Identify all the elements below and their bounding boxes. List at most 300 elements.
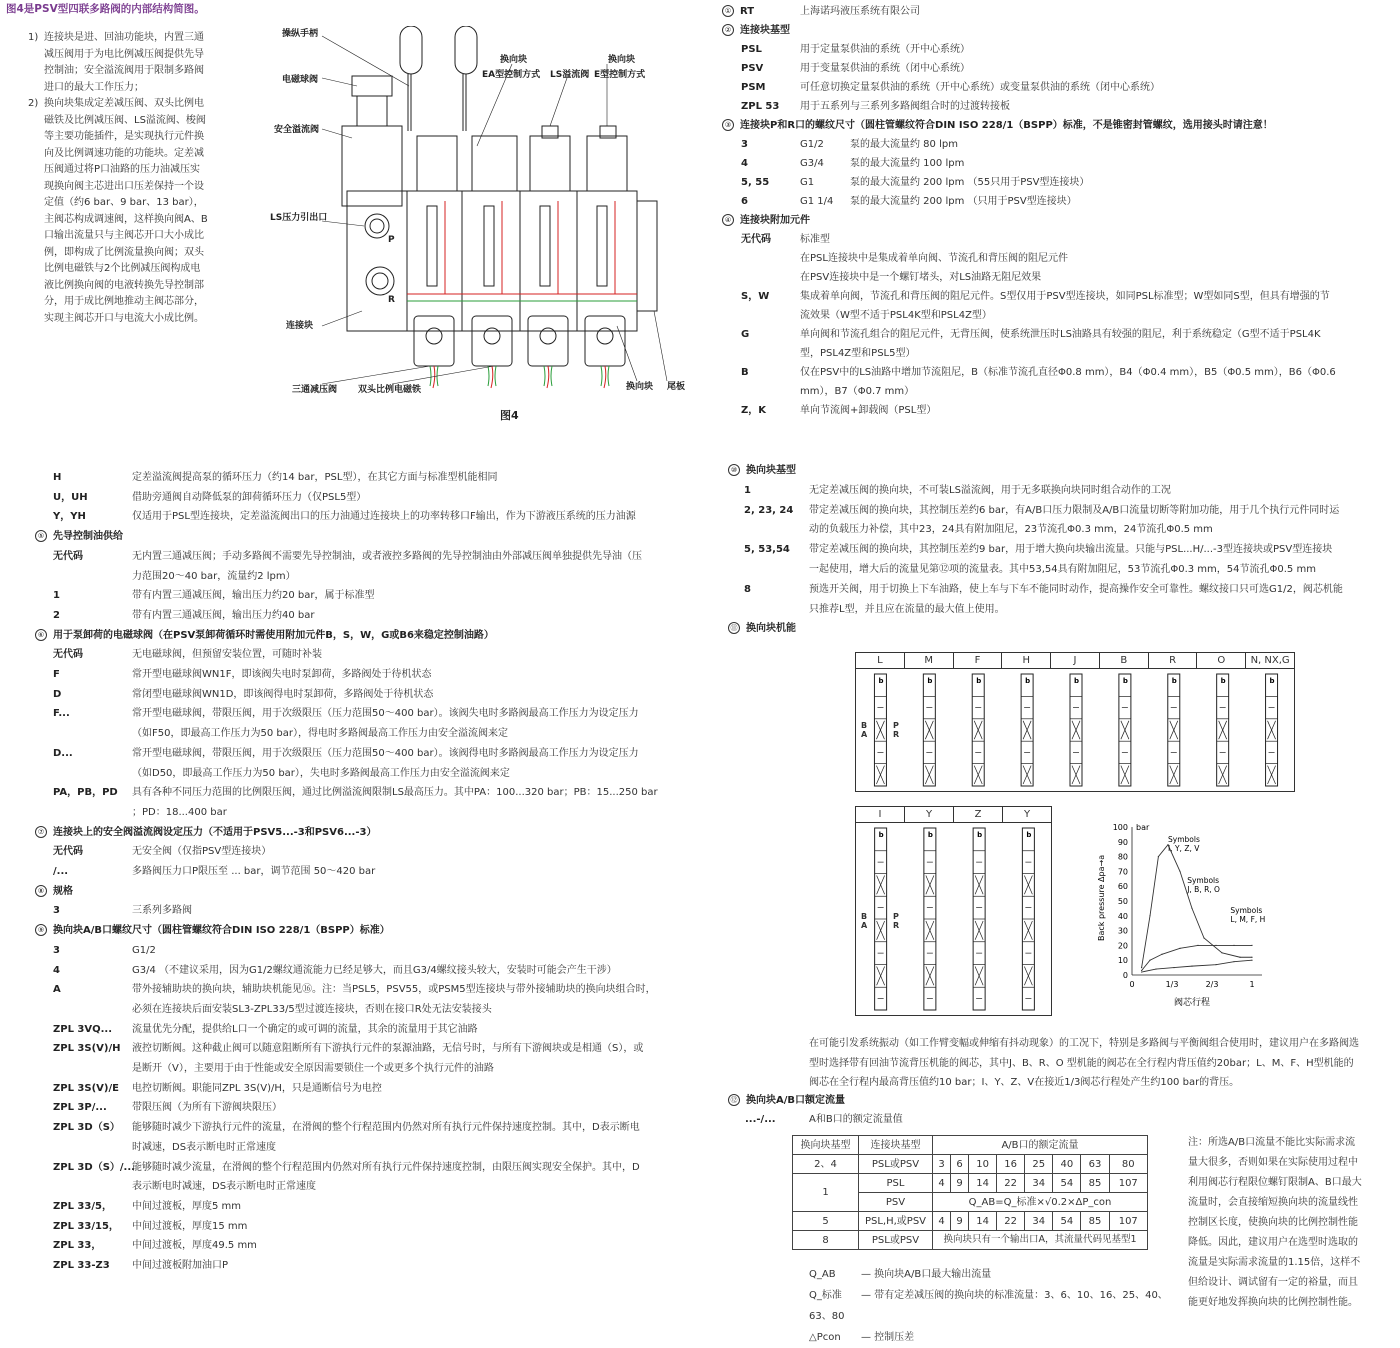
option-code: 2 [53, 609, 60, 621]
section-number: ⑪ [728, 622, 740, 634]
option-code: D... [53, 747, 73, 759]
desc-b: 仅在PSV中的LS油路中增加节流阻尼，B（标准节流孔直径Φ0.8 mm），B4（Φ0.4 mm），B5（Φ0.5 mm），B6（Φ0.6 [800, 367, 1336, 378]
option-code: U，UH [53, 491, 88, 503]
desc-psm: 可任意切换定量泵供油的系统（开中心系统）或变量泵供油的系统（闭中心系统） [800, 82, 1160, 93]
sym2-port-ba: B A [861, 912, 868, 930]
option-code: ZPL 3S(V)/E [53, 1082, 119, 1094]
symbol-column-header: B [1100, 653, 1149, 668]
option-code: ZPL 3P/... [53, 1102, 107, 1114]
section-number: ⑧ [35, 885, 47, 897]
valve-symbol [875, 828, 887, 1010]
symbol-column-header: N, NX,G [1250, 655, 1290, 666]
section-title: 规格 [53, 885, 73, 897]
label-direction-block-3: 换向块 [626, 382, 654, 392]
symbol-column-header: Y [905, 807, 954, 822]
section-number: ⑦ [35, 826, 47, 838]
y-tick-label: 100 [1112, 823, 1128, 832]
cell: 25 [1025, 1155, 1053, 1174]
code-psl: PSL [741, 44, 762, 55]
option-code: ZPL 33/15， [53, 1220, 119, 1232]
valve-symbol [972, 674, 984, 786]
table-row [793, 1212, 1148, 1231]
label-port-p: P [388, 235, 395, 245]
svg-text:b: b [1026, 831, 1032, 839]
cell: 107 [1109, 1174, 1148, 1193]
valve-symbol [973, 828, 985, 1010]
option-description: 带外接辅助块的换向块，辅助块机能见⑯。注：当PSL5，PSV55，或PSM5型连接块与带外接辅助块的换向块组合时， [132, 984, 656, 996]
section-heading [728, 463, 796, 478]
col-direction-base: 换向块基型 [793, 1136, 859, 1155]
svg-text:b: b [1269, 677, 1275, 685]
option-code: 1 [744, 484, 751, 496]
svg-text:b: b [878, 831, 884, 839]
symbol-column-header: J [1051, 653, 1100, 668]
data-point [1173, 967, 1174, 968]
x-tick-label: 2/3 [1205, 980, 1219, 989]
flow-6: 泵的最大流量约 200 lpm （只用于PSV型连接块） [850, 196, 1077, 207]
section-number: ⑨ [35, 924, 47, 936]
valve-drawing [262, 26, 682, 428]
svg-text:b: b [1171, 677, 1177, 685]
option-description: 中间过渡板，厚度5 mm [132, 1200, 242, 1212]
cell: 40 [1053, 1155, 1081, 1174]
option-description: 多路阀压力口P限压至 ... bar，调节范围 50～420 bar [132, 866, 376, 877]
option-description: 表示断电时减速，DS表示断电时正常速度 [132, 1181, 317, 1193]
option-description: 一起使用，增大后的流量见第⑫项的流量表。其中53,54具有附加阻尼，53节流孔Φ0.3 mm，54节流孔Φ0.5 mm [809, 564, 1316, 575]
option-code: 无代码 [53, 550, 83, 562]
valve-symbol [1266, 674, 1278, 786]
option-description: 带有内置三通减压阀，输出压力约20 bar，属于标准型 [132, 590, 375, 602]
data-point [1251, 945, 1252, 946]
cell: 22 [997, 1212, 1025, 1231]
heading-12: ⑫ 换向块A/B口额定流量 [728, 1093, 845, 1108]
data-point [1221, 952, 1222, 953]
option-description: G1/2 [132, 944, 156, 956]
option-description: 常开型电磁球阀WN1F，即该阀失电时泵卸荷，多路阀处于待机状态 [132, 669, 432, 680]
cell: 6 [951, 1155, 969, 1174]
desc-zk: 单向节流阀+卸载阀（PSL型） [800, 405, 937, 416]
flow-legend [809, 1264, 1189, 1348]
data-point [1149, 915, 1150, 916]
x-axis-label: 阀芯行程 [1173, 998, 1211, 1008]
option-description: 只推荐L型，并且应在流量的最大值上使用。 [809, 603, 1005, 615]
symbols-header-top [856, 653, 1294, 669]
option-description: 无安全阀（仅指PSV型连接块） [132, 846, 272, 858]
formula-cell: Q_AB=Q_标准×√0.2×ΔP_con [933, 1193, 1148, 1212]
y-tick-label: 0 [1122, 971, 1128, 980]
cell: PSL,H,或PSV [859, 1212, 933, 1231]
section-title: 换向块机能 [746, 623, 796, 635]
valve-figure [262, 26, 686, 428]
symbol-column-header: Y [1023, 809, 1031, 820]
cell: PSL或PSV [859, 1155, 933, 1174]
y-tick-label: 90 [1117, 837, 1128, 847]
section-direction-block [728, 463, 1388, 643]
valve-symbol [874, 674, 886, 786]
option-description: 动的负载压力补偿，其中23，24具有附加阻尼，23节流孔Φ0.3 mm，24节流孔Φ0.5 mm [809, 524, 1213, 536]
option-description: 常开型电磁球阀，带限压阀，用于次级限压（压力范围50～400 bar）。该阀失电时多路阀最高工作压力为设定压力 [132, 708, 639, 720]
y-tick-label: 80 [1117, 852, 1128, 862]
cell: 1 [793, 1174, 859, 1212]
cell: 10 [969, 1155, 997, 1174]
option-description: 带定差减压阀的换向块，其控制压差约6 bar，有A/B口压力限制及A/B口流量切断等附加功能，用于几个执行元件同时运 [809, 504, 1340, 516]
option-code: /... [53, 866, 69, 877]
svg-text:b: b [1220, 677, 1226, 685]
series-label: Symbols I, Y, Z, V [1168, 834, 1200, 853]
y-tick-label: 20 [1117, 941, 1128, 951]
option-code: ZPL 3D（S）/... [53, 1161, 135, 1173]
data-point [1215, 945, 1216, 946]
option-description: 带定差减压阀的换向块，其控制压差约9 bar，用于增大换向块输出流量。只能与PSL...H/...-3型连接块或PSV型连接块 [809, 544, 1333, 556]
data-point [1149, 960, 1150, 961]
option-description: 能够随时减少下游执行元件的流量，在滑阀的整个行程范围内仍然对所有执行元件保持速度控制。其中，D表示断电 [132, 1122, 640, 1134]
option-code: ZPL 3VQ... [53, 1023, 113, 1035]
desc-psl: 用于定量泵供油的系统（开中心系统） [800, 44, 970, 55]
item-rt: ① RT [722, 4, 754, 19]
option-code: 2, 23, 24 [744, 504, 794, 516]
cell: 63 [1081, 1155, 1109, 1174]
section-title: 换向块A/B口螺纹尺寸（圆柱管螺纹符合DIN ISO 228/1（BSPP）标准） [53, 925, 390, 937]
option-description: G3/4 （不建议采用，因为G1/2螺纹通流能力已经足够大，而且G3/4螺纹接头较大，安装时可能会产生干涉） [132, 964, 617, 976]
thread-6: G1 1/4 [800, 196, 834, 207]
symbols-header-bottom [856, 807, 1051, 823]
desc-g: 单向阀和节流孔组合的阻尼元件，无背压阀，使系统泄压时LS油路具有较强的阻尼，利于系统稳定（G型不适于PSL4K [800, 329, 1321, 340]
code-g: G [741, 329, 750, 340]
code-psm: PSM [741, 82, 766, 93]
intro-item-2: 2) 换向块集成定差减压阀、双头比例电磁铁及比例减压阀、LS溢流阀、梭阀等主要功能插件，是实现执行元件换向及比例调速功能的功能块。定差减压阀通过将P口油路的压力油减压实现换向阀主芯进出口压差保持一个设定值（约6 bar、9 bar、13 bar），主阀芯构成调速阀，这样换向阀A、B口输出流量只与主阀芯开口大小成比例，即构成了比例流量换向阀；双头比例电磁铁与2个比例减压阀构成电液比例换向阀的电液转换先导控制部分，用于成比例地推动主阀芯部分，实现主阀芯开口与电流大小成比例。 [28, 98, 208, 324]
option-code: ZPL 33， [53, 1240, 102, 1252]
code-b: B [741, 367, 749, 378]
option-description: （如D50，即最高工作压力为50 bar），失电时多路阀最高工作压力由安全溢流阀来定 [132, 767, 510, 779]
cell: 34 [1025, 1212, 1053, 1231]
y-tick-label: 60 [1117, 882, 1128, 892]
cell: 54 [1053, 1212, 1081, 1231]
option-code: PA，PB，PD [53, 787, 118, 799]
back-pressure-chart [1090, 815, 1290, 1015]
section-left-options [35, 470, 685, 1330]
heading-2: ② 连接块基型 [722, 23, 790, 38]
data-point [1203, 937, 1204, 938]
label-ea-control: EA型控制方式 [482, 70, 541, 80]
cell: PSL [859, 1174, 933, 1193]
option-description: 能够随时减少流量，在滑阀的整个行程范围内仍然对所有执行元件保持速度控制，由限压阀实现安全保护。其中，D [132, 1161, 640, 1173]
option-description: 预选开关阀，用于切换上下车油路，使上车与下车不能同时动作，提高操作安全可靠性。螺纹接口只可选G1/2，阀芯机能 [809, 583, 1343, 595]
option-code: 无代码 [53, 649, 83, 661]
option-code: 3 [53, 905, 60, 917]
desc-flow: A和B口的额定流量值 [809, 1114, 903, 1125]
x-tick-label: 0 [1129, 980, 1135, 989]
valve-symbol [1022, 828, 1034, 1010]
x-tick-label: 1 [1249, 980, 1255, 989]
label-three-way-valve: 三通减压阀 [292, 385, 338, 395]
data-point [1155, 968, 1156, 969]
desc-zpl53: 用于五系列与三系列多路阀组合时的过渡转接板 [800, 101, 1010, 112]
option-code: H [53, 472, 62, 483]
valve-symbol [1119, 674, 1131, 786]
section-heading [35, 884, 73, 899]
option-description: 无定差减压阀的换向块，不可装LS溢流阀，用于无多联换向块同时组合动作的工况 [809, 484, 1171, 496]
vibration-paragraph: 在可能引发系统振动（如工作臂变幅或伸缩有抖动现象）的工况下，特别是多路阀与平衡阀组合使用时，建议用户在多路阀选型时选择带有回油节流背压机能的阀芯，其中J、B、R、O 型机能的阀芯在全行程内背压值约20bar；L、M、F、H型机能的阀芯在全行程内最高背压值约10 bar；I、Y、Z、V在接近1/3阀芯行程处产生约100 bar的背压。 [809, 1038, 1359, 1088]
series-line [1142, 960, 1252, 972]
cell: PSL或PSV [859, 1231, 933, 1250]
intro-text [30, 30, 210, 327]
cell: 85 [1081, 1212, 1109, 1231]
cell: 3 [933, 1155, 951, 1174]
section-heading [728, 621, 796, 636]
desc-nocode-3: 在PSV连接块中是一个螺钉堵头，对LS油路无阻尼效果 [800, 272, 1042, 283]
option-description: ；PD：18...400 bar [132, 806, 227, 818]
sym-port-ba: B A [861, 721, 868, 739]
data-point [1233, 961, 1234, 962]
data-point [1158, 856, 1159, 857]
svg-text:b: b [927, 677, 933, 685]
heading-3: ③ 连接块P和R口的螺纹尺寸（圆柱管螺纹符合DIN ISO 228/1（BSPP）标准，不是锥密封管螺纹，选用接头时请注意！ [722, 118, 1273, 133]
data-point [1233, 945, 1234, 946]
option-description: 定差溢流阀提高泵的循环压力（约14 bar，PSL型），在其它方面与标准型机能相同 [132, 472, 498, 483]
option-description: 中间过渡板附加油口P [132, 1260, 229, 1271]
x-tick-label: 1/3 [1165, 980, 1179, 989]
code-sw: S，W [741, 291, 770, 302]
code-4: 4 [741, 158, 748, 169]
y-tick-label: 30 [1117, 926, 1128, 936]
heading-4: ④ 连接块附加元件 [722, 213, 810, 228]
symbol-column-header: O [1197, 653, 1246, 668]
data-point [1191, 966, 1192, 967]
symbols-drawing-bottom [856, 824, 1053, 1016]
symbols-drawing-top [856, 670, 1296, 792]
cell: 80 [1109, 1155, 1148, 1174]
cell: 107 [1109, 1212, 1148, 1231]
option-description: 无内置三通减压阀；手动多路阀不需要先导控制油，或者液控多路阀的先导控制油由外部减压阀单独提供先导油（压 [132, 550, 642, 562]
thread-4: G3/4 [800, 158, 824, 169]
option-code: 无代码 [53, 846, 83, 858]
desc-sw: 集成着单向阀，节流孔和背压阀的阻尼元件。S型仅用于PSV型连接块，如同PSL标准型；W型如同S型，但具有增强的节 [800, 291, 1330, 302]
svg-text:b: b [976, 677, 982, 685]
symbol-column-header: R [1149, 653, 1198, 668]
option-description: 带有内置三通减压阀，输出压力约40 bar [132, 609, 315, 621]
section-number: ⑩ [728, 464, 740, 476]
label-ls-port: LS压力引出口 [270, 213, 328, 223]
symbols-table-bottom [855, 806, 1052, 1016]
option-code: 8 [744, 583, 751, 595]
label-direction-block: 换向块 [500, 55, 528, 65]
flow-note: 注：所选A/B口流量不能比实际需求流量大很多，否则如果在实际使用过程中利用阀芯行程限位螺钉限制A、B口最大流量时，会直接缩短换向块的流量线性控制区长度，使换向块的比例控制性能降低。因此，建议用户在选型时选取的流量是实际需求流量的1.15倍，这样不但给设计、调试留有一定的裕量，而且能更好地发挥换向块的比例控制性能。 [1188, 1137, 1362, 1308]
option-description: 具有各种不同压力范围的比例限压阀，通过比例溢流阀限制LS最高压力。其中PA：100...320 bar；PB：15...250 bar [132, 787, 658, 799]
flow-3: 泵的最大流量约 80 lpm [850, 139, 958, 150]
label-ls-relief: LS溢流阀 [550, 70, 590, 80]
label-solenoid: 双头比例电磁铁 [358, 385, 422, 395]
table-row [793, 1155, 1148, 1174]
option-code: F [53, 669, 60, 680]
cell: 14 [969, 1212, 997, 1231]
data-point [1191, 908, 1192, 909]
svg-text:b: b [1025, 677, 1031, 685]
label-ball-valve: 电磁球阀 [282, 75, 319, 85]
data-point [1161, 954, 1162, 955]
section-number: ⑥ [35, 629, 47, 641]
col-rated-flow: A/B口的额定流量 [933, 1136, 1148, 1155]
data-point [1251, 957, 1252, 958]
option-description: 借助旁通阀自动降低泵的卸荷循环压力（仅PSL5型） [132, 491, 367, 503]
section-title: 换向块基型 [746, 465, 796, 476]
code-5-55: 5, 55 [741, 177, 770, 188]
cell: 34 [1025, 1174, 1053, 1193]
option-description: 必须在连接块后面安装SL3-ZPL33/5型过渡连接块，否则在接口R处无法安装接头 [132, 1003, 492, 1015]
flow-5-55: 泵的最大流量约 200 lpm （55只用于PSV型连接块） [850, 177, 1090, 188]
option-description: 力范围20～40 bar，流量约2 lpm） [132, 570, 296, 582]
section-connection-block [722, 4, 1382, 424]
label-connection-block: 连接块 [286, 321, 314, 331]
option-code: ZPL 3D（S） [53, 1122, 120, 1134]
section-title: 用于泵卸荷的电磁球阀（在PSV泵卸荷循环时需使用附加元件B，S，W，G或B6来稳定控制油路） [53, 629, 494, 641]
svg-text:b: b [927, 831, 933, 839]
valve-symbol [923, 674, 935, 786]
code-flow: ...-/... [745, 1114, 776, 1125]
option-code: 3 [53, 944, 60, 956]
flow-4: 泵的最大流量约 100 lpm [850, 158, 965, 169]
section-heading [35, 923, 390, 938]
option-code: ZPL 3S(V)/H [53, 1043, 121, 1055]
section-title: 连接块上的安全阀溢流阀设定压力（不适用于PSV5...-3和PSV6...-3） [53, 826, 377, 838]
symbol-column-header: L [856, 653, 905, 668]
option-code: 4 [53, 964, 60, 976]
option-description: 常闭型电磁球阀WN1D，即该阀得电时泵卸荷，多路阀处于待机状态 [132, 688, 434, 700]
desc-sw-2: 流效果（W型不适于PSL4K型和PSL4Z型） [800, 310, 992, 321]
y-unit: bar [1136, 823, 1150, 832]
svg-text:b: b [1074, 677, 1080, 685]
data-point [1239, 957, 1240, 958]
note-cell: 换向块只有一个输出口A，其流量代码见基型1 [933, 1231, 1148, 1250]
option-description: 中间过渡板，厚度49.5 mm [132, 1240, 257, 1252]
label-safety-valve: 安全溢流阀 [274, 125, 320, 135]
desc-nocode: 标准型 [800, 234, 830, 245]
valve-symbol [924, 828, 936, 1010]
cell: 14 [969, 1174, 997, 1193]
code-zpl53: ZPL 53 [741, 101, 780, 112]
y-tick-label: 50 [1117, 897, 1128, 906]
series-label: Symbols L, M, F, H [1230, 905, 1266, 924]
label-port-r: R [388, 295, 395, 305]
cell: 22 [997, 1174, 1025, 1193]
option-description: 液控切断阀。这种截止阀可以随意阻断所有下游执行元件的泵源油路，无信号时，与所有下游阀块或是相通（S），或 [132, 1043, 644, 1055]
table-row [793, 1174, 1148, 1193]
series-line [1142, 945, 1252, 970]
cell: 9 [951, 1174, 969, 1193]
legend-row: △Pcon — 控制压差 [809, 1332, 915, 1343]
code-zk: Z，K [741, 405, 766, 416]
option-code: D [53, 688, 62, 700]
option-description: 时减速，DS表示断电时正常速度 [132, 1141, 277, 1153]
cell: 4 [933, 1212, 951, 1231]
cell: 9 [951, 1212, 969, 1231]
label-direction-block-2: 换向块 [608, 55, 636, 65]
flow-table-header [793, 1136, 1148, 1155]
option-code: ZPL 33/5， [53, 1200, 112, 1212]
section-title: 先导控制油供给 [53, 531, 123, 543]
thread-5-55: G1 [800, 177, 815, 188]
data-point [1141, 971, 1142, 972]
sym-port-pr: P R [893, 721, 900, 739]
option-description: 中间过渡板，厚度15 mm [132, 1220, 248, 1232]
option-description: 三系列多路阀 [132, 905, 192, 917]
desc-psv: 用于变量泵供油的系统（闭中心系统） [800, 63, 970, 74]
data-point [1197, 945, 1198, 946]
item-rt-value: 上海诺玛液压系统有限公司 [800, 6, 920, 17]
cell: 85 [1081, 1174, 1109, 1193]
data-point [1141, 967, 1142, 968]
option-description: （如F50，即最高工作压力为50 bar），得电时多路阀最高工作压力由安全溢流阀来定 [132, 728, 508, 740]
valve-symbol [1168, 674, 1180, 786]
y-axis-label: Back pressure Δpa→a [1097, 854, 1106, 941]
cell: 2、4 [793, 1155, 859, 1174]
desc-g-2: 型，PSL4Z型和PSL5型） [800, 348, 916, 359]
desc-nocode-2: 在PSL连接块中是集成着单向阀、节流孔和背压阀的阻尼元件 [800, 253, 1068, 264]
legend-row: Q_AB — 换向块A/B口最大输出流量 [809, 1269, 992, 1280]
option-code: 1 [53, 590, 60, 602]
option-description: 常开型电磁球阀，带限压阀，用于次级限压（压力范围50～400 bar）。该阀得电时多路阀最高工作压力为设定压力 [132, 747, 639, 759]
code-3: 3 [741, 139, 748, 150]
col-connection-base: 连接块基型 [859, 1136, 933, 1155]
y-tick-label: 40 [1117, 911, 1128, 921]
data-point [1251, 960, 1252, 961]
y-tick-label: 70 [1117, 867, 1128, 877]
option-code: ZPL 33-Z3 [53, 1260, 110, 1271]
cell: 4 [933, 1174, 951, 1193]
valve-symbol [1217, 674, 1229, 786]
option-description: 电控切断阀。职能同ZPL 3S(V)/H，只是通断信号为电控 [132, 1082, 382, 1094]
option-description: 流量优先分配，提供给L口一个确定的或可调的流量，其余的流量用于其它油路 [132, 1023, 478, 1035]
label-handle: 操纵手柄 [282, 29, 319, 39]
section-number: ⑤ [35, 530, 47, 542]
option-code: Y，YH [53, 511, 86, 523]
option-description: 仅适用于PSL型连接块，定差溢流阀出口的压力油通过连接块上的功率转移口F输出，作为下游液压系统的压力油源 [132, 511, 636, 523]
symbol-column-header: M [905, 653, 954, 668]
valve-symbol [1070, 674, 1082, 786]
section-heading [35, 825, 376, 840]
svg-text:b: b [1122, 677, 1128, 685]
cell: 5 [793, 1212, 859, 1231]
legend-row: Q_标准 — 带有定差减压阀的换向块的标准流量：3、6、10、16、25、40、63、80 [809, 1290, 1168, 1322]
label-e-control: E型控制方式 [594, 70, 646, 80]
label-tail-plate: 尾板 [667, 382, 686, 392]
svg-text:b: b [878, 677, 884, 685]
code-6: 6 [741, 196, 748, 207]
code-nocode: 无代码 [741, 234, 771, 245]
option-code: 5, 53,54 [744, 544, 790, 556]
figure-caption: 图4 [500, 409, 519, 422]
symbols-table-top [855, 652, 1295, 792]
data-point [1215, 964, 1216, 965]
symbol-column-header: Z [954, 807, 1003, 822]
code-psv: PSV [741, 63, 764, 74]
figure-intro-title: 图4是PSV型四联多路阀的内部结构简图。 [6, 3, 205, 15]
section-heading [35, 529, 123, 544]
option-description: 带限压阀（为所有下游阀块限压） [132, 1102, 282, 1114]
series-label: Symbols J, B, R, O [1187, 876, 1220, 895]
cell: 16 [997, 1155, 1025, 1174]
y-tick-label: 10 [1117, 956, 1128, 966]
cell: PSV [859, 1193, 933, 1212]
option-code: A [53, 984, 61, 996]
cell: 8 [793, 1231, 859, 1250]
data-point [1179, 948, 1180, 949]
option-description: 是断开（V），主要用于由于性能或安全原因需要锁住一个或更多个执行元件的油路 [132, 1063, 494, 1074]
flow-table [792, 1135, 1148, 1250]
sym2-port-pr: P R [893, 912, 900, 930]
data-point [1141, 970, 1142, 971]
table-row [793, 1231, 1148, 1250]
valve-symbol [1021, 674, 1033, 786]
